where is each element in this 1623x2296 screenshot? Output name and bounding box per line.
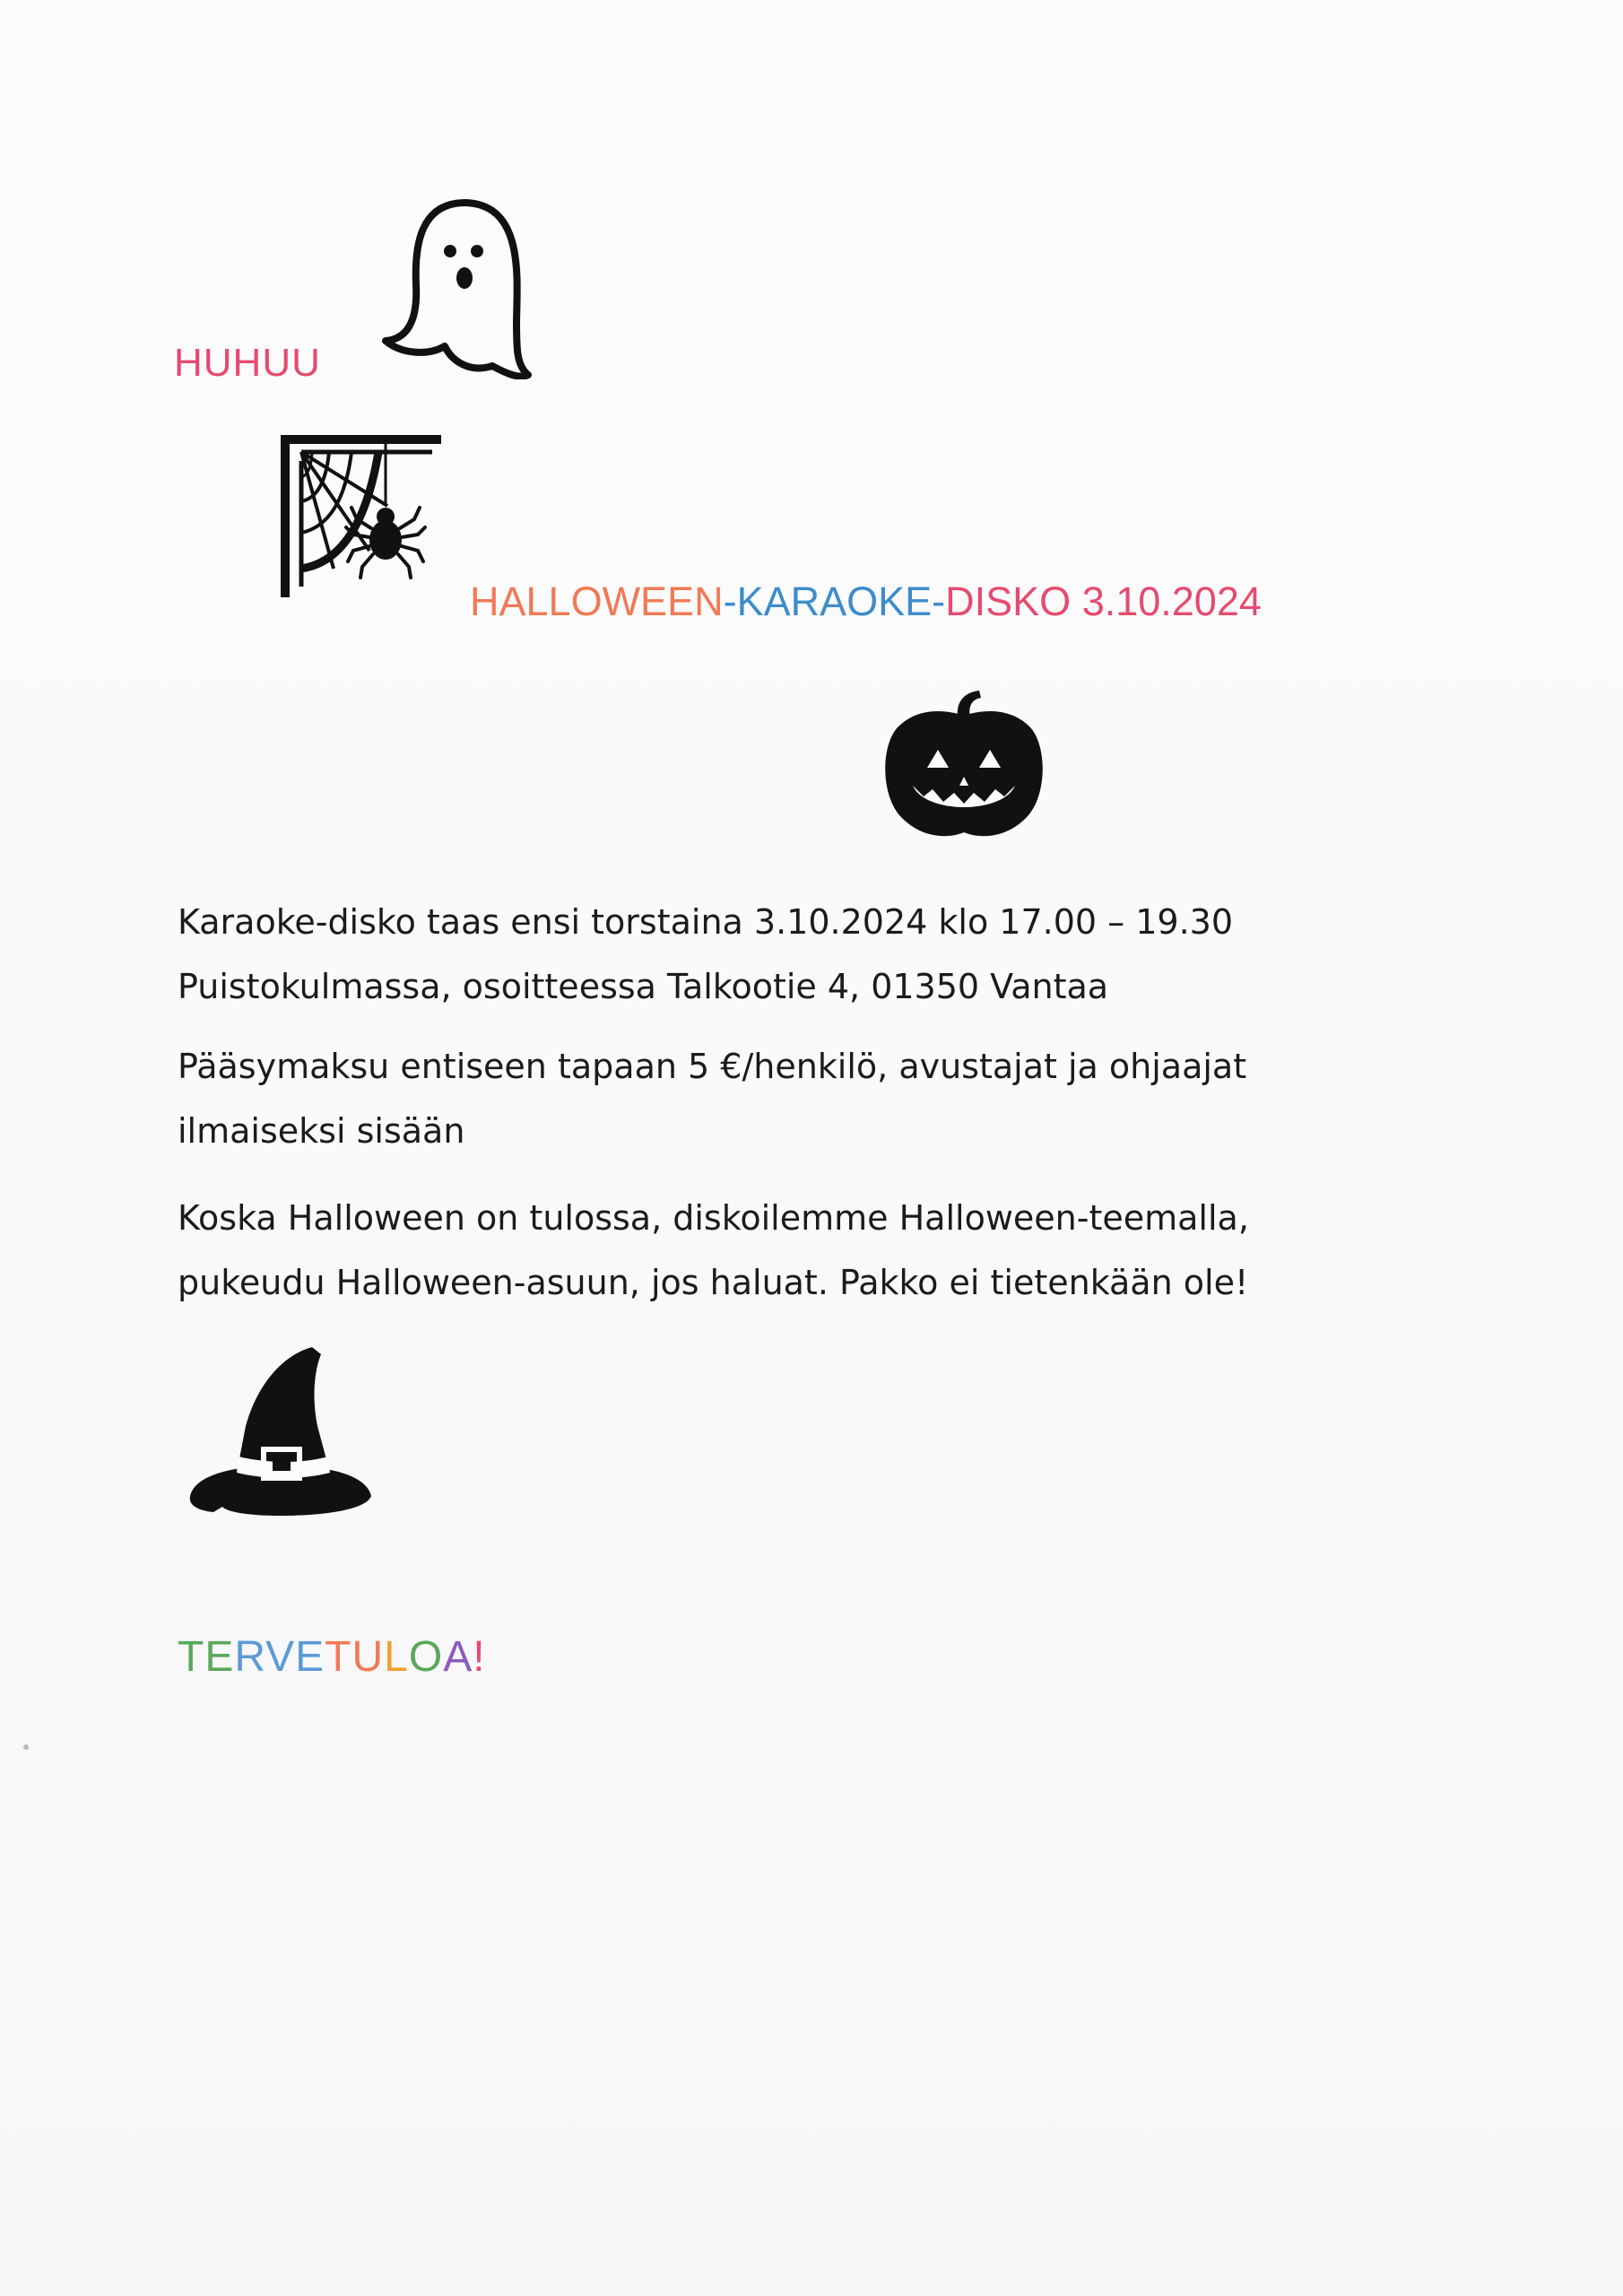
welcome-letter: R <box>234 1633 266 1681</box>
paragraph-event-info <box>178 890 1478 1019</box>
entry-fee-line-2: ilmaiseksi sisään <box>178 1111 465 1151</box>
event-time-line: Karaoke-disko taas ensi torstaina 3.10.2024 klo 17.00 – 19.30 <box>178 902 1233 942</box>
welcome-letter: O <box>408 1633 444 1681</box>
headline-halloween: HALLOWEEN <box>470 578 724 624</box>
welcome-letter: T <box>325 1633 352 1681</box>
welcome-letter: ! <box>473 1633 486 1681</box>
headline-separator-2: - <box>932 578 946 624</box>
ghost-icon <box>380 196 533 379</box>
event-headline <box>470 578 1262 625</box>
welcome-letter: E <box>295 1633 325 1681</box>
welcome-letter: V <box>265 1633 296 1681</box>
headline-karaoke: KARAOKE <box>736 578 933 624</box>
welcome-letter: E <box>204 1633 235 1681</box>
paragraph-entry-fee <box>178 1034 1478 1163</box>
jack-o-lantern-icon <box>881 689 1047 843</box>
greeting-heading: HUHUU <box>174 341 321 385</box>
welcome-letter: L <box>384 1633 409 1681</box>
welcome-letter: U <box>352 1633 385 1681</box>
welcome-text <box>178 1632 486 1682</box>
witch-hat-icon <box>187 1345 375 1518</box>
theme-line-1: Koska Halloween on tulossa, diskoilemme Halloween-teemalla, <box>178 1198 1249 1238</box>
paragraph-costume-theme <box>178 1186 1478 1315</box>
headline-separator-1: - <box>723 578 737 624</box>
theme-line-2: pukeudu Halloween-asuun, jos haluat. Pakko ei tietenkään ole! <box>178 1263 1249 1302</box>
welcome-letter: T <box>178 1633 205 1681</box>
welcome-letter: A <box>443 1633 473 1681</box>
headline-disko-date: DISKO 3.10.2024 <box>945 578 1262 624</box>
spider-web-icon <box>280 434 446 600</box>
paper-speck <box>23 1744 29 1750</box>
entry-fee-line-1: Pääsymaksu entiseen tapaan 5 €/henkilö, avustajat ja ohjaajat <box>178 1047 1247 1086</box>
event-location-line: Puistokulmassa, osoitteessa Talkootie 4, 01350 Vantaa <box>178 967 1109 1006</box>
